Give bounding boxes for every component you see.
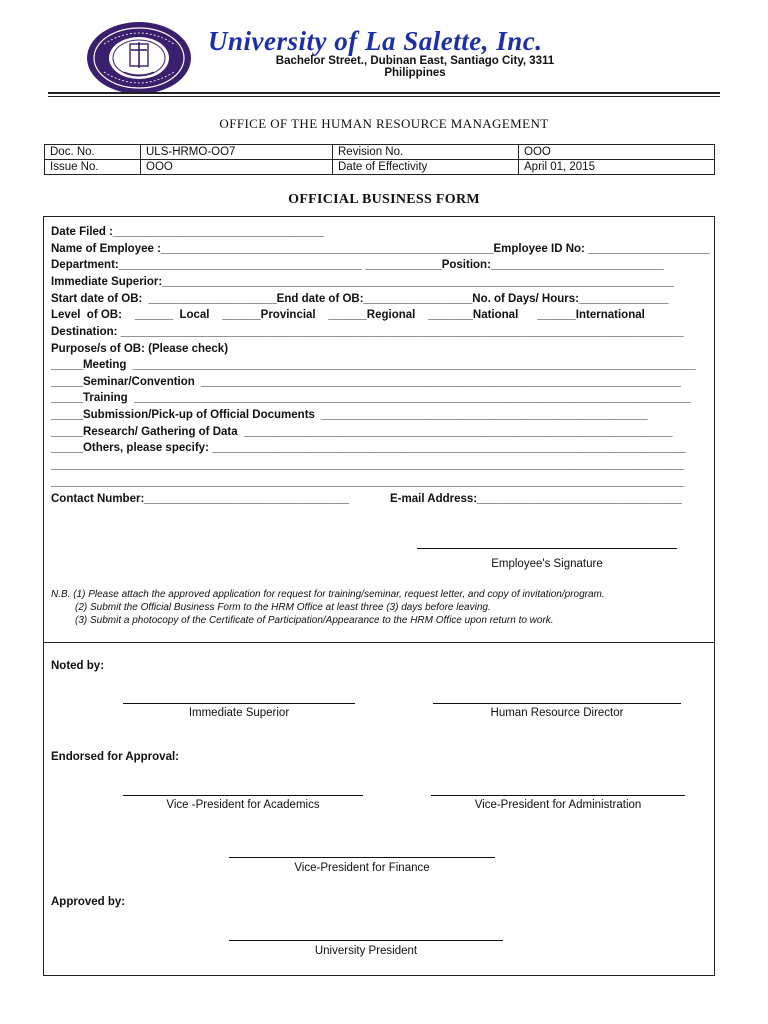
note-3: (3) Submit a photocopy of the Certificate of Participation/Appearance to the HRM Office upon return to work. (75, 615, 554, 626)
others-extra-line[interactable]: ___________________________________________________________________________________________________ (51, 476, 685, 488)
university-president-label: University President (314, 945, 418, 957)
effectivity-value: April 01, 2015 (519, 160, 715, 175)
vp-academics-signature-line[interactable] (123, 795, 363, 796)
purpose-submission-check[interactable]: _____Submission/Pick-up of Official Documents ___________________________________________________ (51, 409, 648, 421)
contact-number-field[interactable]: Contact Number:________________________________ (51, 493, 349, 505)
document-info-table (44, 144, 715, 175)
vp-administration-signature-line[interactable] (431, 795, 685, 796)
endorsed-heading: Endorsed for Approval: (51, 751, 179, 763)
hr-director-label: Human Resource Director (490, 707, 624, 719)
destination-field[interactable]: Destination: ________________________________________________________________________________________ (51, 326, 684, 338)
doc-info-row (45, 160, 715, 175)
immediate-superior-signature-line[interactable] (123, 703, 355, 704)
revision-value: OOO (519, 145, 715, 160)
address-line-1: Bachelor Street., Dubinan East, Santiago City, 3311 (275, 55, 555, 67)
email-address-field[interactable]: E-mail Address:________________________________ (390, 493, 682, 505)
note-2: (2) Submit the Official Business Form to the HRM Office at least three (3) days before leaving. (75, 602, 491, 613)
date-filed-field[interactable]: Date Filed :_________________________________ (51, 226, 325, 238)
vp-academics-label: Vice -President for Academics (166, 799, 320, 811)
effectivity-label: Date of Effectivity (333, 160, 519, 175)
form-title: OFFICIAL BUSINESS FORM (288, 192, 480, 207)
form-section-divider (43, 642, 715, 643)
employee-signature-line[interactable] (417, 548, 677, 549)
ob-level-field[interactable]: Level of OB: ______ Local ______Provincial ______Regional _______National ______International (51, 309, 645, 321)
employee-name-field[interactable]: Name of Employee :____________________________________________________Employee ID No: ___________________ (51, 243, 710, 255)
purpose-meeting-check[interactable]: _____Meeting ________________________________________________________________________________________ (51, 359, 696, 371)
immediate-superior-field[interactable]: Immediate Superior:________________________________________________________________________________ (51, 276, 674, 288)
header-rule-thin (48, 96, 720, 97)
purpose-heading: Purpose/s of OB: (Please check) (51, 343, 229, 355)
noted-by-heading: Noted by: (51, 660, 105, 672)
doc-no-label: Doc. No. (45, 145, 141, 160)
university-name: University of La Salette, Inc. (208, 26, 543, 56)
vp-finance-label: Vice-President for Finance (294, 862, 430, 874)
issue-value: OOO (141, 160, 333, 175)
address-line-2: Philippines (384, 67, 446, 79)
vp-administration-label: Vice-President for Administration (474, 799, 642, 811)
others-extra-line[interactable]: ___________________________________________________________________________________________________ (51, 459, 685, 471)
purpose-training-check[interactable]: _____Training _______________________________________________________________________________________ (51, 392, 691, 404)
department-field[interactable]: Department:______________________________________ ____________Position:___________________________ (51, 259, 664, 271)
hr-director-signature-line[interactable] (433, 703, 681, 704)
ob-dates-field[interactable]: Start date of OB: ____________________End date of OB:_________________No. of Days/ Hours:______________ (51, 293, 669, 305)
approved-by-heading: Approved by: (51, 896, 126, 908)
note-1: N.B. (1) Please attach the approved application for request for training/seminar, request letter, and copy of invitation/program. (51, 589, 605, 600)
doc-no-value: ULS-HRMO-OO7 (141, 145, 333, 160)
immediate-superior-label: Immediate Superior (188, 707, 290, 719)
revision-label: Revision No. (333, 145, 519, 160)
vp-finance-signature-line[interactable] (229, 857, 495, 858)
university-seal-icon (84, 20, 194, 96)
office-title: OFFICE OF THE HUMAN RESOURCE MANAGEMENT (219, 116, 549, 131)
header-rule-thick (48, 92, 720, 94)
purpose-research-check[interactable]: _____Research/ Gathering of Data ___________________________________________________________________ (51, 426, 673, 438)
purpose-seminar-check[interactable]: _____Seminar/Convention ___________________________________________________________________________ (51, 376, 681, 388)
president-signature-line[interactable] (229, 940, 503, 941)
purpose-others-check[interactable]: _____Others, please specify: __________________________________________________________________________ (51, 442, 686, 454)
employee-signature-label: Employee's Signature (491, 558, 603, 570)
issue-label: Issue No. (45, 160, 141, 175)
doc-info-row (45, 145, 715, 160)
university-address (215, 55, 615, 79)
